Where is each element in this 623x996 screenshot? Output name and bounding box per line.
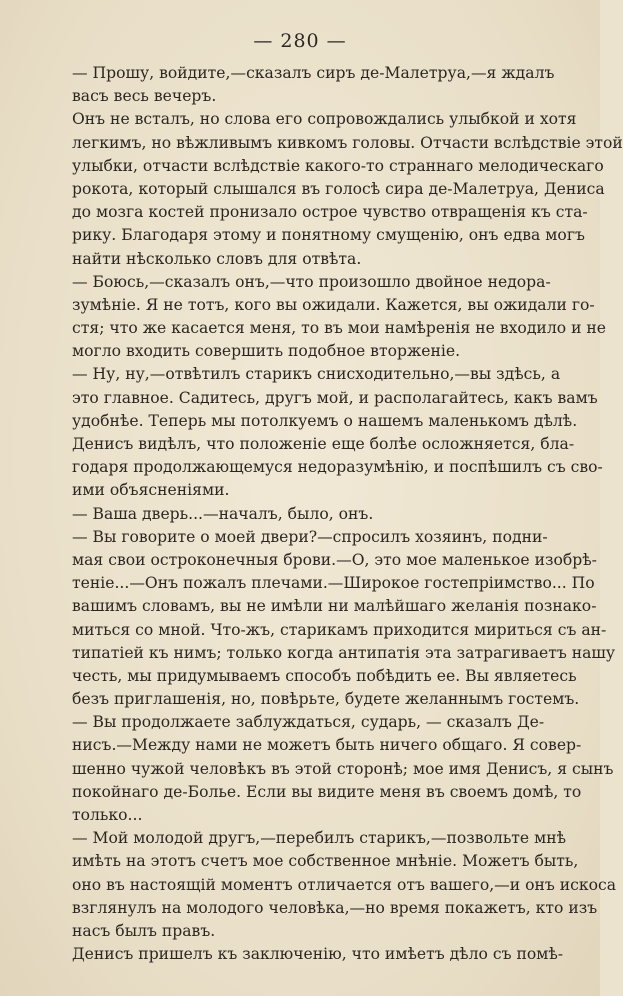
text-line: честь, мы придумываемъ способъ побѣдить ее. Вы являетесь	[72, 666, 577, 685]
text-line: стя; что же касается меня, то въ мои намѣренія не входило и не	[72, 319, 607, 338]
paragraph	[72, 271, 607, 364]
text-line: — Ну, ну,—отвѣтилъ старикъ снисходительно,—вы здѣсь, а	[72, 365, 561, 384]
paragraph	[72, 526, 616, 712]
text-line: — Вы продолжаете заблуждаться, сударь, — сказалъ Де-	[72, 713, 545, 732]
text-line: насъ былъ правъ.	[72, 921, 216, 940]
paragraph	[72, 433, 603, 503]
body-text	[72, 62, 623, 966]
page-number: — 280 —	[253, 30, 347, 52]
text-line: — Мой молодой другъ,—перебилъ старикъ,—позвольте мнѣ	[72, 829, 567, 848]
text-line: типатіей къ нимъ; только когда антипатія эта затрагиваетъ нашу	[72, 643, 616, 662]
text-line: улыбки, отчасти вслѣдствіе какого-то страннаго мелодическаго	[72, 156, 604, 175]
paragraph	[72, 827, 617, 943]
text-line: оно въ настоящій моментъ отличается отъ вашего,—и онъ искоса	[72, 875, 617, 894]
text-line: легкимъ, но вѣжливымъ кивкомъ головы. Отчасти вслѣдствіе этой	[72, 133, 623, 152]
paragraph	[72, 711, 614, 827]
text-line: взглянулъ на молодого человѣка,—но время покажетъ, кто изъ	[72, 898, 598, 917]
text-line: Онъ не всталъ, но слова его сопровождались улыбкой и хотя	[72, 110, 577, 129]
paragraph	[72, 363, 598, 433]
paragraph	[72, 503, 537, 526]
text-line: покойнаго де-Болье. Если вы видите меня въ своемъ домѣ, то	[72, 782, 582, 801]
text-line: вашимъ словамъ, вы не имѣли ни малѣйшаго желанія познако-	[72, 597, 597, 616]
text-line: Денисъ пришелъ къ заключенію, что имѣетъ дѣло съ помѣ-	[72, 945, 564, 964]
paragraph	[72, 108, 623, 270]
text-line: найти нѣсколько словъ для отвѣта.	[72, 249, 362, 268]
text-line: мая свои остроконечныя брови.—О, это мое маленькое изобрѣ-	[72, 550, 597, 569]
text-line: рокота, который слышался въ голосѣ сира де-Малетруа, Дениса	[72, 179, 605, 198]
text-line: васъ весь вечеръ.	[72, 87, 217, 106]
text-line: — Ваша дверь...—началъ, было, онъ.	[72, 504, 374, 523]
text-line: нисъ.—Между нами не можетъ быть ничего общаго. Я совер-	[72, 736, 582, 755]
text-line: безъ приглашенія, но, повѣрьте, будете желаннымъ гостемъ.	[72, 690, 580, 709]
text-line: шенно чужой человѣкъ въ этой сторонѣ; мое имя Денисъ, я сынъ	[72, 759, 614, 778]
text-line: это главное. Садитесь, другъ мой, и располагайтесь, какъ вамъ	[72, 388, 598, 407]
paragraph	[72, 62, 555, 108]
text-line: рику. Благодаря этому и понятному смущенію, онъ едва могъ	[72, 226, 585, 245]
text-line: удобнѣе. Теперь мы потолкуемъ о нашемъ маленькомъ дѣлѣ.	[72, 411, 578, 430]
text-line: зумѣніе. Я не тотъ, кого вы ожидали. Кажется, вы ожидали го-	[72, 295, 595, 314]
text-line: имѣть на этотъ счетъ мое собственное мнѣніе. Можетъ быть,	[72, 852, 579, 871]
paragraph	[72, 943, 564, 966]
text-line: ими объясненіями.	[72, 481, 230, 500]
text-line: могло входить совершить подобное вторженіе.	[72, 342, 461, 361]
text-line: — Прошу, войдите,—сказалъ сиръ де-Малетруа,—я ждалъ	[72, 64, 555, 82]
text-line: Денисъ видѣлъ, что положеніе еще болѣе осложняется, бла-	[72, 435, 575, 453]
text-line: — Боюсь,—сказалъ онъ,—что произошло двойное недора-	[72, 272, 551, 291]
text-line: теніе...—Онъ пожалъ плечами.—Широкое гостепріимство... По	[72, 574, 595, 593]
text-line: до мозга костей пронизало острое чувство отвращенія къ ста-	[72, 203, 588, 222]
text-line: годаря продолжающемуся недоразумѣнію, и поспѣшилъ съ сво-	[72, 458, 603, 477]
text-line: только...	[72, 806, 143, 824]
text-line: миться со мной. Что-жъ, старикамъ приходится мириться съ ан-	[72, 620, 607, 639]
text-line: — Вы говорите о моей двери?—спросилъ хозяинъ, подни-	[72, 527, 548, 546]
